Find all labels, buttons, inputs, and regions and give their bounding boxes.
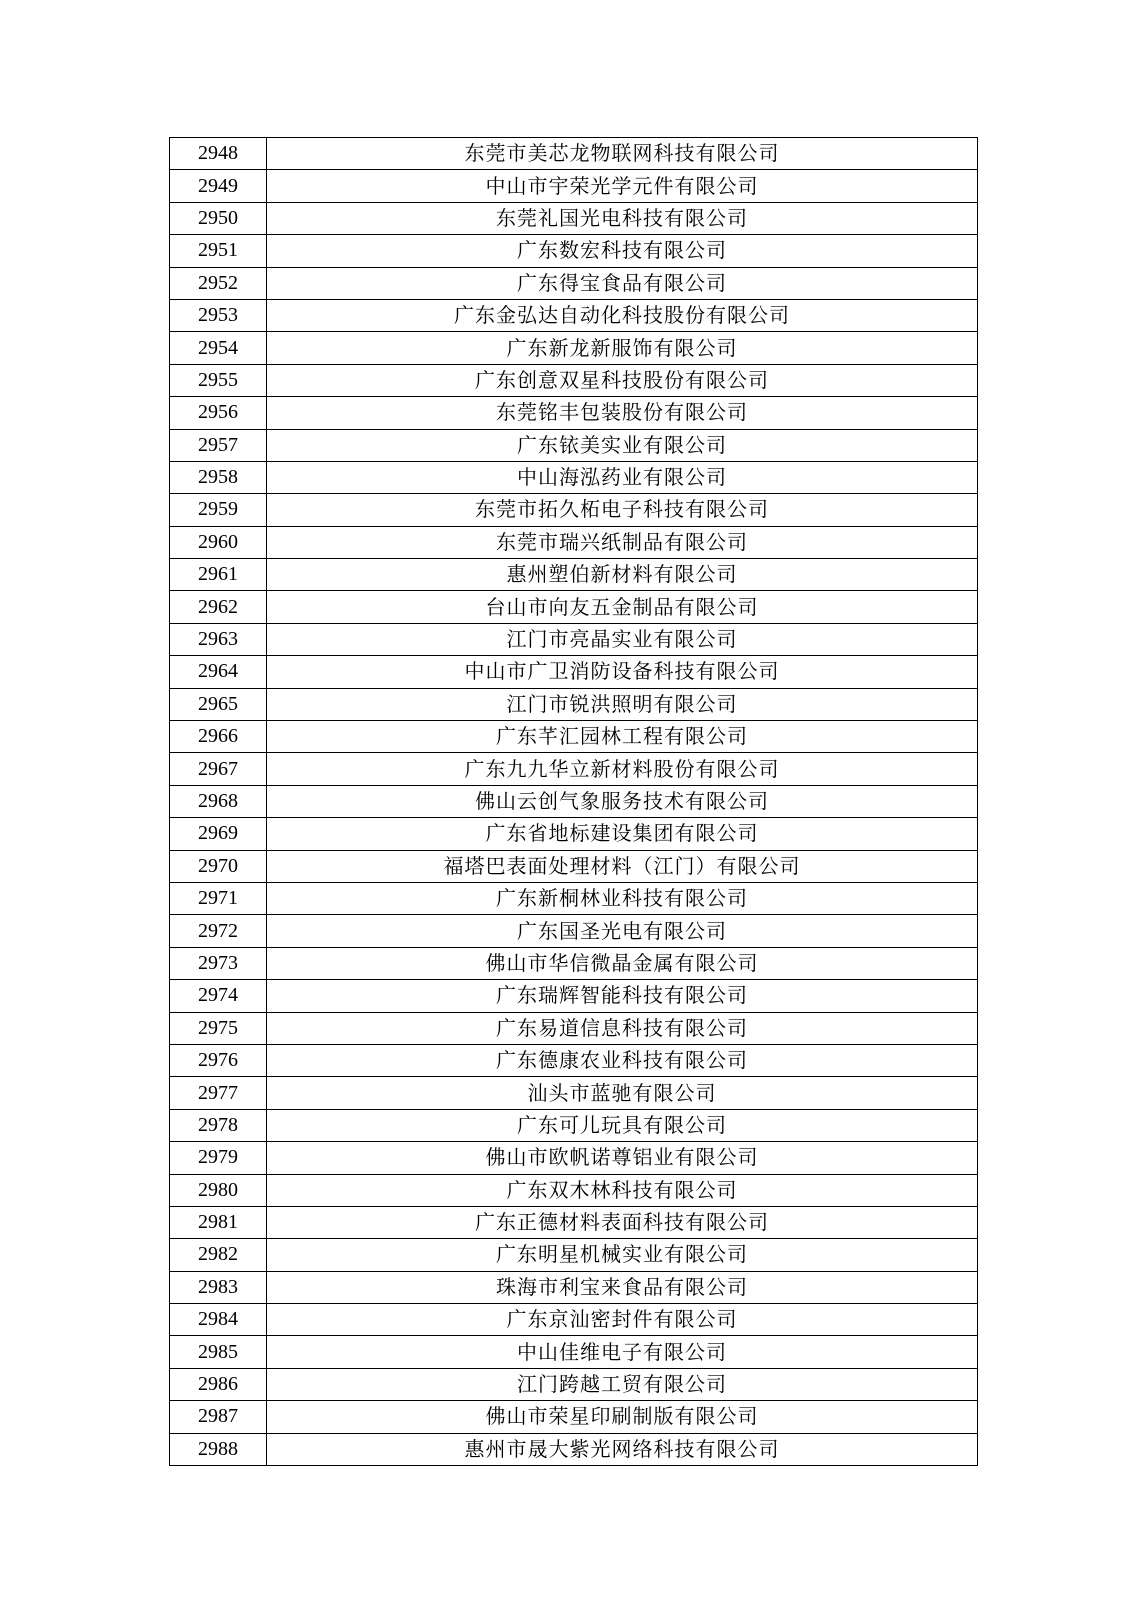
company-name-cell: 佛山市华信微晶金属有限公司	[267, 947, 978, 979]
row-number-cell: 2954	[170, 332, 267, 364]
company-name-cell: 江门市锐洪照明有限公司	[267, 688, 978, 720]
company-name-cell: 中山佳维电子有限公司	[267, 1336, 978, 1368]
company-name-cell: 广东省地标建设集团有限公司	[267, 818, 978, 850]
row-number-cell: 2951	[170, 235, 267, 267]
company-name-cell: 东莞礼国光电科技有限公司	[267, 202, 978, 234]
row-number-cell: 2986	[170, 1368, 267, 1400]
table-row	[170, 1433, 978, 1465]
table-row	[170, 202, 978, 234]
table-row	[170, 494, 978, 526]
table-row	[170, 656, 978, 688]
company-name-cell: 佛山市欧帆诺尊铝业有限公司	[267, 1142, 978, 1174]
table-row	[170, 688, 978, 720]
row-number-cell: 2956	[170, 397, 267, 429]
company-name-cell: 广东瑞辉智能科技有限公司	[267, 980, 978, 1012]
table-row	[170, 1401, 978, 1433]
row-number-cell: 2959	[170, 494, 267, 526]
company-name-cell: 广东九九华立新材料股份有限公司	[267, 753, 978, 785]
row-number-cell: 2981	[170, 1206, 267, 1238]
company-name-cell: 台山市向友五金制品有限公司	[267, 591, 978, 623]
table-row	[170, 1109, 978, 1141]
table-row	[170, 980, 978, 1012]
row-number-cell: 2973	[170, 947, 267, 979]
row-number-cell: 2963	[170, 623, 267, 655]
row-number-cell: 2948	[170, 138, 267, 170]
table-row	[170, 526, 978, 558]
row-number-cell: 2974	[170, 980, 267, 1012]
row-number-cell: 2982	[170, 1239, 267, 1271]
table-row	[170, 559, 978, 591]
company-name-cell: 广东易道信息科技有限公司	[267, 1012, 978, 1044]
company-name-cell: 东莞市瑞兴纸制品有限公司	[267, 526, 978, 558]
row-number-cell: 2969	[170, 818, 267, 850]
company-name-cell: 中山海泓药业有限公司	[267, 461, 978, 493]
table-row	[170, 397, 978, 429]
table-row	[170, 299, 978, 331]
table-row	[170, 850, 978, 882]
company-name-cell: 广东可儿玩具有限公司	[267, 1109, 978, 1141]
table-row	[170, 591, 978, 623]
company-name-cell: 中山市宇荣光学元件有限公司	[267, 170, 978, 202]
table-row	[170, 623, 978, 655]
row-number-cell: 2968	[170, 785, 267, 817]
table-row	[170, 1206, 978, 1238]
row-number-cell: 2966	[170, 721, 267, 753]
company-name-cell: 广东金弘达自动化科技股份有限公司	[267, 299, 978, 331]
table-row	[170, 461, 978, 493]
row-number-cell: 2972	[170, 915, 267, 947]
table-row	[170, 235, 978, 267]
company-name-cell: 广东创意双星科技股份有限公司	[267, 364, 978, 396]
row-number-cell: 2949	[170, 170, 267, 202]
company-name-cell: 广东新龙新服饰有限公司	[267, 332, 978, 364]
row-number-cell: 2957	[170, 429, 267, 461]
company-name-cell: 广东芊汇园林工程有限公司	[267, 721, 978, 753]
company-name-cell: 福塔巴表面处理材料（江门）有限公司	[267, 850, 978, 882]
table-row	[170, 429, 978, 461]
table-row	[170, 1174, 978, 1206]
company-name-cell: 佛山市荣星印刷制版有限公司	[267, 1401, 978, 1433]
table-row	[170, 1044, 978, 1076]
table-row	[170, 753, 978, 785]
row-number-cell: 2979	[170, 1142, 267, 1174]
company-name-cell: 东莞市拓久柘电子科技有限公司	[267, 494, 978, 526]
row-number-cell: 2962	[170, 591, 267, 623]
row-number-cell: 2953	[170, 299, 267, 331]
row-number-cell: 2977	[170, 1077, 267, 1109]
table-row	[170, 818, 978, 850]
table-row	[170, 915, 978, 947]
table-row	[170, 1336, 978, 1368]
row-number-cell: 2987	[170, 1401, 267, 1433]
table-row	[170, 138, 978, 170]
row-number-cell: 2988	[170, 1433, 267, 1465]
table-row	[170, 1271, 978, 1303]
company-list-table	[169, 137, 978, 1466]
company-name-cell: 东莞市美芯龙物联网科技有限公司	[267, 138, 978, 170]
row-number-cell: 2985	[170, 1336, 267, 1368]
company-name-cell: 广东得宝食品有限公司	[267, 267, 978, 299]
company-name-cell: 惠州塑伯新材料有限公司	[267, 559, 978, 591]
company-name-cell: 江门跨越工贸有限公司	[267, 1368, 978, 1400]
row-number-cell: 2965	[170, 688, 267, 720]
row-number-cell: 2950	[170, 202, 267, 234]
table-row	[170, 364, 978, 396]
table-row	[170, 1142, 978, 1174]
company-name-cell: 广东双木林科技有限公司	[267, 1174, 978, 1206]
table-row	[170, 1368, 978, 1400]
company-name-cell: 广东铱美实业有限公司	[267, 429, 978, 461]
company-name-cell: 广东新桐林业科技有限公司	[267, 882, 978, 914]
company-name-cell: 广东京汕密封件有限公司	[267, 1304, 978, 1336]
row-number-cell: 2961	[170, 559, 267, 591]
row-number-cell: 2970	[170, 850, 267, 882]
table-row	[170, 882, 978, 914]
table-row	[170, 721, 978, 753]
table-row	[170, 1239, 978, 1271]
company-name-cell: 江门市亮晶实业有限公司	[267, 623, 978, 655]
table-row	[170, 1012, 978, 1044]
row-number-cell: 2960	[170, 526, 267, 558]
row-number-cell: 2976	[170, 1044, 267, 1076]
row-number-cell: 2975	[170, 1012, 267, 1044]
company-name-cell: 佛山云创气象服务技术有限公司	[267, 785, 978, 817]
company-name-cell: 广东德康农业科技有限公司	[267, 1044, 978, 1076]
company-list-body	[170, 138, 978, 1466]
company-name-cell: 汕头市蓝驰有限公司	[267, 1077, 978, 1109]
company-name-cell: 广东明星机械实业有限公司	[267, 1239, 978, 1271]
company-name-cell: 惠州市晟大紫光网络科技有限公司	[267, 1433, 978, 1465]
company-name-cell: 广东国圣光电有限公司	[267, 915, 978, 947]
row-number-cell: 2964	[170, 656, 267, 688]
row-number-cell: 2983	[170, 1271, 267, 1303]
row-number-cell: 2984	[170, 1304, 267, 1336]
company-name-cell: 中山市广卫消防设备科技有限公司	[267, 656, 978, 688]
table-row	[170, 1304, 978, 1336]
row-number-cell: 2971	[170, 882, 267, 914]
company-name-cell: 广东数宏科技有限公司	[267, 235, 978, 267]
row-number-cell: 2955	[170, 364, 267, 396]
table-row	[170, 947, 978, 979]
row-number-cell: 2980	[170, 1174, 267, 1206]
company-name-cell: 东莞铭丰包装股份有限公司	[267, 397, 978, 429]
row-number-cell: 2967	[170, 753, 267, 785]
table-row	[170, 267, 978, 299]
table-row	[170, 170, 978, 202]
row-number-cell: 2978	[170, 1109, 267, 1141]
company-name-cell: 广东正德材料表面科技有限公司	[267, 1206, 978, 1238]
row-number-cell: 2958	[170, 461, 267, 493]
table-row	[170, 785, 978, 817]
row-number-cell: 2952	[170, 267, 267, 299]
table-row	[170, 332, 978, 364]
table-row	[170, 1077, 978, 1109]
company-name-cell: 珠海市利宝来食品有限公司	[267, 1271, 978, 1303]
